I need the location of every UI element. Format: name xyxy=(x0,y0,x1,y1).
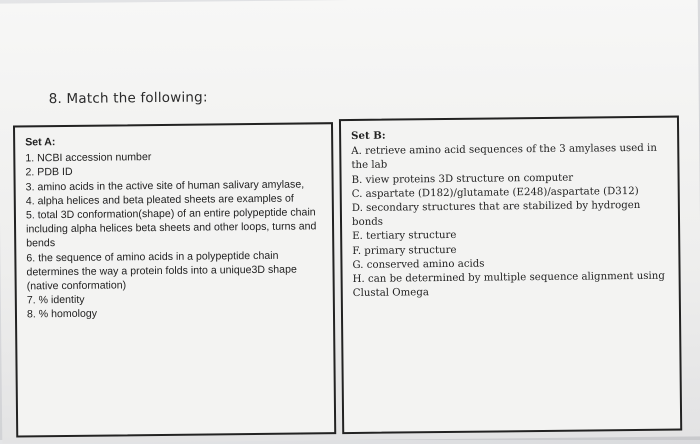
set-b-title: Set B: xyxy=(351,129,386,142)
set-b-item-d: D. secondary structures that are stabilized by hydrogen bonds xyxy=(351,199,641,229)
set-a-item-5: 5. total 3D conformation(shape) of an entire polypeptide chain including alpha helices beta sheets and other loops, turns and bends xyxy=(25,206,317,250)
set-a-item-8: 8. % homology xyxy=(26,308,98,321)
set-a-item-2: 2. PDB ID xyxy=(25,166,73,179)
set-b-item-a: A. retrieve amino acid sequences of the 3 amylases used in the lab xyxy=(351,142,657,172)
set-a-item-6: 6. the sequence of amino acids in a polypeptide chain determines the way a protein folds into a unique3D shape (native conformation) xyxy=(26,249,297,293)
set-b-item-f: F. primary structure xyxy=(352,244,457,257)
set-b-item-c: C. aspartate (D182)/glutamate (E248)/aspartate (D312) xyxy=(351,185,639,200)
set-b-box xyxy=(339,116,682,435)
set-b-item-e: E. tertiary structure xyxy=(352,230,457,243)
set-a-item-1: 1. NCBI accession number xyxy=(25,151,152,165)
set-b-item-h: H. can be determined by multiple sequence alignment using Clustal Omega xyxy=(352,270,665,300)
set-b-item-g: G. conserved amino acids xyxy=(352,258,485,271)
set-a-item-3: 3. amino acids in the active site of human salivary amylase, xyxy=(25,178,305,194)
set-a-box xyxy=(13,122,336,437)
set-a-item-4: 4. alpha helices and beta pleated sheets are examples of xyxy=(25,192,294,208)
set-a-title: Set A: xyxy=(25,136,56,149)
set-a-item-7: 7. % identity xyxy=(26,294,85,307)
question-title: 8. Match the following: xyxy=(48,89,208,108)
set-b-item-b: B. view proteins 3D structure on computer xyxy=(351,172,574,186)
